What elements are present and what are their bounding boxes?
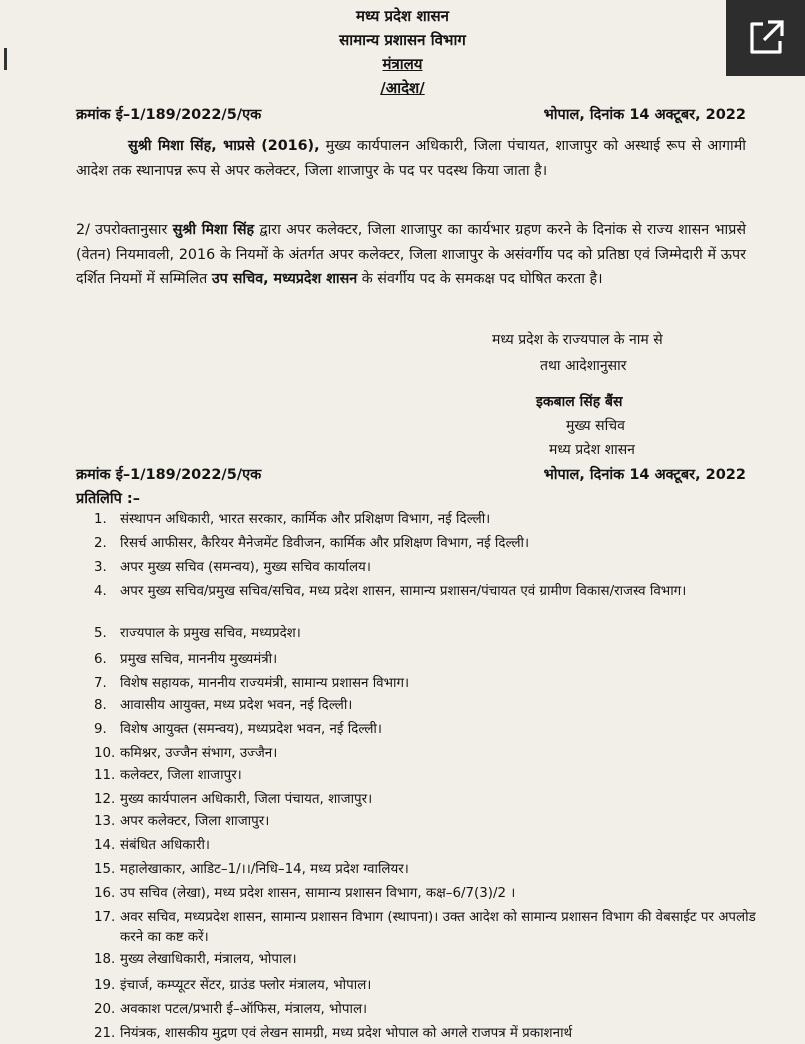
order-number: क्रमांक ई–1/189/2022/5/एक (76, 107, 262, 123)
paragraph-1-text: मुख्य कार्यपालन अधिकारी, जिला पंचायत, शाजापुर को अस्थाई रूप से आगामी आदेश तक स्थानापन्न रूप से अपर कलेक्टर, जिला शाजापुर के पद पर पदस्थ किया जाता है। (76, 138, 746, 179)
paragraph-2-text-2: के संवर्गीय पद के समकक्ष पद घोषित करता है। (357, 271, 603, 287)
list-item (94, 1000, 780, 1020)
equivalent-post: उप सचिव, मध्यप्रदेश शासन (211, 271, 358, 287)
list-item-text: अपर मुख्य सचिव/प्रमुख सचिव/सचिव, मध्य प्रदेश शासन, सामान्य प्रशासन/पंचायत एवं ग्रामीण विकास/राजस्व विभाग। (120, 584, 687, 599)
list-item-number: 1. (94, 512, 107, 527)
list-item (94, 860, 780, 880)
list-item-text: संस्थापन अधिकारी, भारत सरकार, कार्मिक और प्रशिक्षण विभाग, नई दिल्ली। (120, 512, 491, 527)
list-item-text: महालेखाकार, आडिट–1/।।/निधि–14, मध्य प्रदेश ग्वालियर। (120, 862, 409, 877)
list-item-number: 6. (94, 652, 107, 667)
list-item-number: 8. (94, 698, 107, 713)
list-item-text: कलेक्टर, जिला शाजापुर। (120, 768, 242, 783)
list-item-text: अवर सचिव, मध्यप्रदेश शासन, सामान्य प्रशासन विभाग (स्थापना)। उक्त आदेश को सामान्य प्रशासन विभाग की वेबसाईट पर अपलोड करने का कष्ट करें। (120, 910, 756, 945)
list-item (94, 884, 780, 904)
header-order-title: /आदेश/ (380, 79, 425, 97)
header-department: सामान्य प्रशासन विभाग (339, 31, 466, 49)
list-item-number: 9. (94, 722, 107, 737)
list-item-number: 10. (94, 746, 116, 761)
list-item (94, 976, 780, 996)
order-place-date: भोपाल, दिनांक 14 अक्टूबर, 2022 (543, 107, 746, 123)
list-item-number: 18. (94, 952, 116, 967)
list-item (94, 510, 780, 530)
list-item (94, 1024, 780, 1044)
list-item-number: 12. (94, 792, 116, 807)
list-item (94, 836, 780, 856)
copy-number: क्रमांक ई–1/189/2022/5/एक (76, 467, 262, 483)
list-item-text: मुख्य कार्यपालन अधिकारी, जिला पंचायत, शाजापुर। (120, 792, 373, 807)
list-item-text: इंचार्ज, कम्प्यूटर सेंटर, ग्राउंड फ्लोर मंत्रालय, भोपाल। (120, 978, 372, 993)
copy-place-date: भोपाल, दिनांक 14 अक्टूबर, 2022 (543, 467, 746, 483)
list-item-text: विशेष आयुक्त (समन्वय), मध्यप्रदेश भवन, नई दिल्ली। (120, 722, 382, 737)
list-item (94, 650, 780, 670)
list-item-number: 2. (94, 536, 107, 551)
list-item-text: अवकाश पटल/प्रभारी ई–ऑफिस, मंत्रालय, भोपाल। (120, 1002, 368, 1017)
list-item-text: नियंत्रक, शासकीय मुद्रण एवं लेखन सामग्री, मध्य प्रदेश भोपाल को अगले राजपत्र में प्रकाशनार्थ (120, 1026, 573, 1041)
list-item (94, 674, 780, 694)
list-item-number: 4. (94, 584, 107, 599)
authority-line-1: मध्य प्रदेश के राज्यपाल के नाम से (492, 332, 663, 348)
list-item (94, 696, 780, 716)
list-item-number: 5. (94, 626, 107, 641)
list-item-number: 15. (94, 862, 116, 877)
list-item (94, 624, 780, 644)
header-secretariat: मंत्रालय (382, 55, 423, 73)
list-item (94, 766, 780, 786)
list-item-text: विशेष सहायक, माननीय राज्यमंत्री, सामान्य प्रशासन विभाग। (120, 676, 410, 691)
header-government: मध्य प्रदेश शासन (355, 7, 449, 25)
list-item (94, 534, 780, 554)
list-item-text: उप सचिव (लेखा), मध्य प्रदेश शासन, सामान्य प्रशासन विभाग, कक्ष–6/7(3)/2 । (120, 886, 516, 901)
list-item (94, 582, 780, 602)
list-item-text: आवासीय आयुक्त, मध्य प्रदेश भवन, नई दिल्ली। (120, 698, 353, 713)
signatory-designation: मुख्य सचिव (566, 418, 625, 434)
list-item (94, 950, 780, 970)
signatory-office: मध्य प्रदेश शासन (549, 442, 635, 458)
list-item-number: 19. (94, 978, 116, 993)
signatory-name: इकबाल सिंह बैंस (536, 394, 623, 410)
list-item-number: 14. (94, 838, 116, 853)
copy-heading: प्रतिलिपि :– (76, 491, 140, 507)
list-item (94, 744, 780, 764)
list-item-number: 13. (94, 814, 116, 829)
list-item-number: 7. (94, 676, 107, 691)
list-item-number: 20. (94, 1002, 116, 1017)
order-paragraph-2 (76, 218, 746, 292)
list-item-text: मुख्य लेखाधिकारी, मंत्रालय, भोपाल। (120, 952, 297, 967)
list-item (94, 790, 780, 810)
list-item-number: 11. (94, 768, 116, 783)
list-item-number: 17. (94, 910, 116, 925)
list-item-text: अपर कलेक्टर, जिला शाजापुर। (120, 814, 270, 829)
list-item-text: राज्यपाल के प्रमुख सचिव, मध्यप्रदेश। (120, 626, 301, 641)
list-item (94, 558, 780, 578)
list-item (94, 720, 780, 740)
list-item-text: प्रमुख सचिव, माननीय मुख्यमंत्री। (120, 652, 278, 667)
order-paragraph-1 (76, 134, 746, 183)
list-item-number: 16. (94, 886, 116, 901)
authority-line-2: तथा आदेशानुसार (540, 358, 627, 374)
list-item (94, 812, 780, 832)
copy-reference-line (76, 464, 746, 484)
list-item-text: अपर मुख्य सचिव (समन्वय), मुख्य सचिव कार्यालय। (120, 560, 371, 575)
officer-name: सुश्री मिशा सिंह, भाप्रसे (2016), (128, 138, 320, 154)
list-item-text: रिसर्च आफीसर, कैरियर मैनेजमेंट डिवीजन, कार्मिक और प्रशिक्षण विभाग, नई दिल्ली। (120, 536, 530, 551)
paragraph-2-prefix: 2/ उपरोक्तानुसार (76, 222, 173, 238)
order-reference-line (76, 104, 746, 124)
list-item (94, 908, 780, 948)
list-item-number: 3. (94, 560, 107, 575)
list-item-text: कमिश्नर, उज्जैन संभाग, उज्जैन। (120, 746, 278, 761)
list-item-number: 21. (94, 1026, 116, 1041)
officer-name-2: सुश्री मिशा सिंह (172, 222, 255, 238)
list-item-text: संबंधित अधिकारी। (120, 838, 210, 853)
paragraph-2-text-1: द्वारा अपर कलेक्टर, जिला शाजापुर का कार्यभार ग्रहण करने के दिनांक से राज्य शासन भाप्रसे (वेतन) नियमावली, 2016 के नियमों के अंतर्गत अपर कलेक्टर, जिला शाजापुर के असंवर्गीय पद को प्रतिष्ठा एवं जिम्मेदारी में ऊपर दर्शित नियमों में सम्मिलित (76, 222, 746, 287)
